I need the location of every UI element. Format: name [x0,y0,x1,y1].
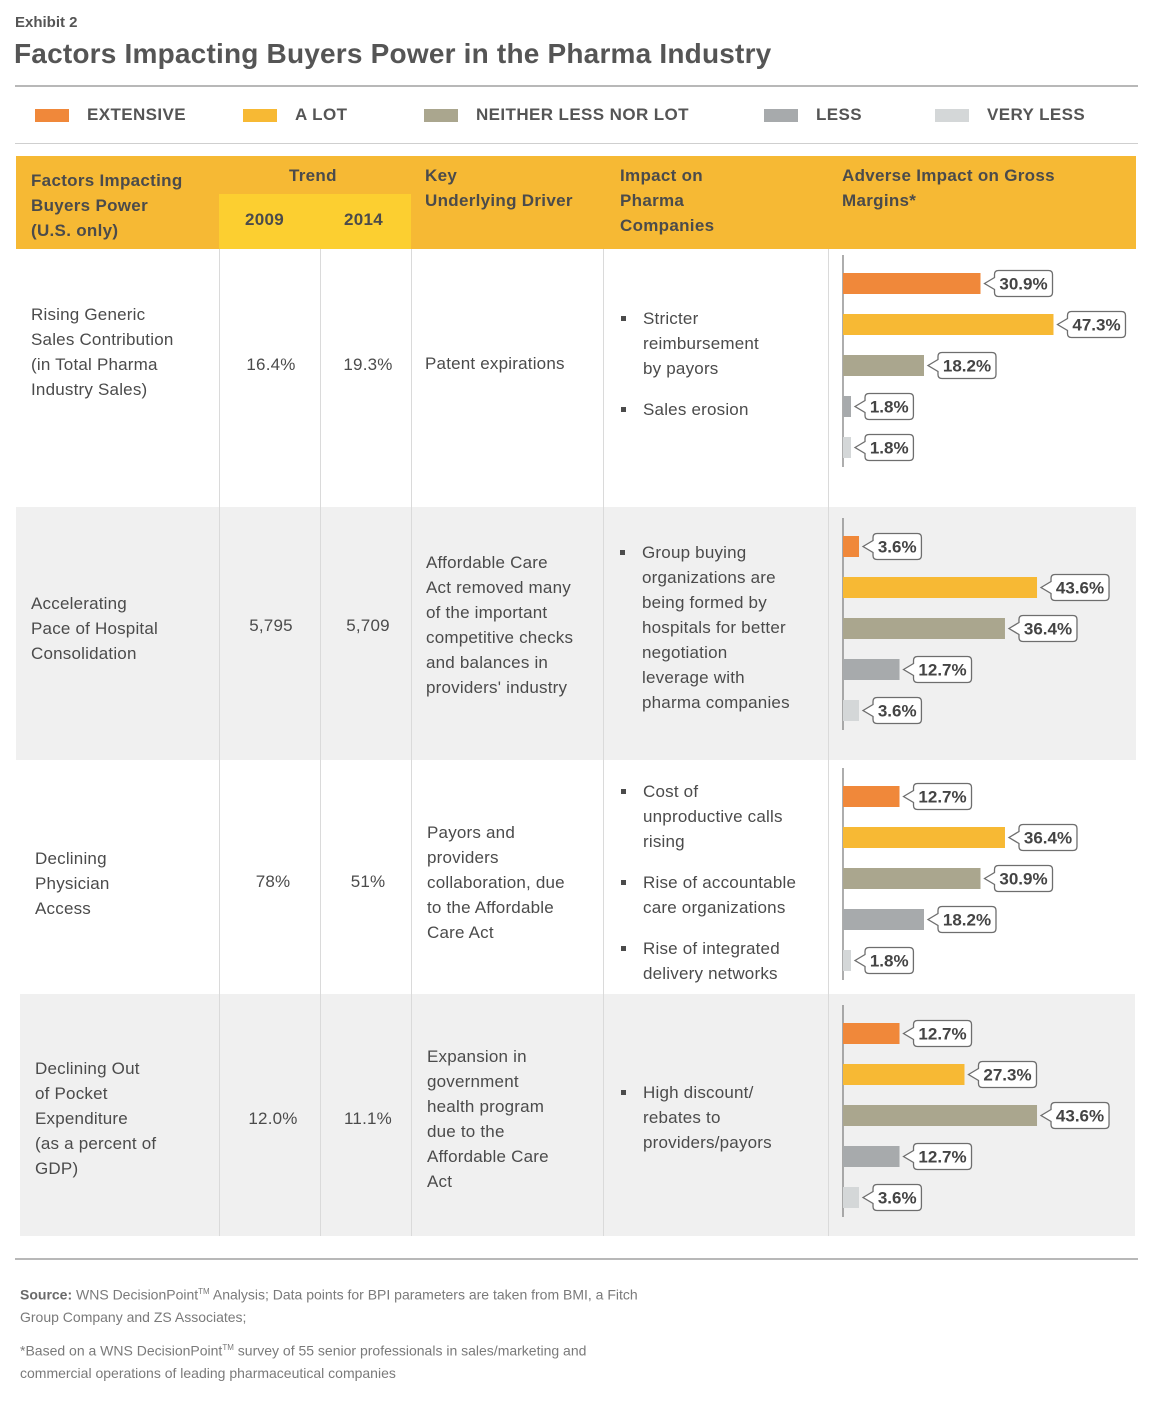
factor-text: (in Total Pharma [31,355,158,374]
bar [843,1064,964,1085]
impact-text: Rise of integrated [643,939,780,958]
value-2009: 5,795 [249,616,293,635]
impact-text: Group buying [642,543,747,562]
bar [843,1023,900,1044]
impact-bullet [621,779,796,854]
value-2014: 51% [350,872,386,891]
data-label: 43.6% [1055,578,1105,598]
impact-text: by payors [643,359,719,378]
header-impact [620,163,714,238]
impact-text: reimbursement [643,334,759,353]
data-label: 12.7% [918,1024,967,1044]
impact-text: care organizations [643,898,786,917]
driver-cell [427,820,565,945]
impact-text: Sales erosion [643,400,749,419]
impact-text: rebates to [643,1108,721,1127]
bar [843,909,924,930]
impact-text: providers/payors [643,1133,772,1152]
data-label: 3.6% [877,537,917,557]
header-text: Buyers Power [31,196,148,215]
data-label: 27.3% [983,1065,1032,1085]
factor-text: Pace of Hospital [31,619,158,638]
legend-swatch-extensive [35,109,69,122]
factor-cell [31,591,158,666]
factor-text: Declining Out [35,1059,140,1078]
impact-text: High discount/ [643,1083,754,1102]
impact-text: Rise of accountable [643,873,797,892]
factor-text: Accelerating [31,594,127,613]
column-divider [411,249,412,1236]
impact-text: pharma companies [642,693,790,712]
driver-text: health program [427,1097,545,1116]
bar-chart-hospital-consolidation [830,518,1140,738]
bar [843,827,1005,848]
impact-bullet [621,306,759,381]
value-2009: 16.4% [246,355,296,374]
driver-text: Affordable Care [427,1147,549,1166]
footnote [20,1337,586,1384]
bar [843,786,900,807]
value-2014: 5,709 [346,616,390,635]
bar [843,355,924,376]
impact-text: organizations are [642,568,776,587]
driver-text: and balances in [426,653,549,672]
legend-swatch-very-less [935,109,969,122]
data-label: 1.8% [869,438,909,458]
value-2009: 12.0% [248,1109,298,1128]
bar-chart-rising-generic [830,255,1140,475]
impact-text: leverage with [642,668,745,687]
data-label: 3.6% [877,701,917,721]
header-text: (U.S. only) [31,221,119,240]
bar-chart-physician-access [830,768,1140,988]
factor-cell [35,846,110,921]
impact-text: negotiation [642,643,728,662]
header-year-2009: 2009 [245,210,285,229]
bar [843,618,1005,639]
legend-label: LESS [816,105,863,124]
bottom-divider [15,1258,1138,1260]
value-2014: 19.3% [343,355,393,374]
page-title: Factors Impacting Buyers Power in the Pharma Industry [14,38,772,69]
bar [843,536,859,557]
factor-text: Sales Contribution [31,330,174,349]
bar [843,659,900,680]
factor-text: GDP) [35,1159,79,1178]
legend-label: NEITHER LESS NOR LOT [476,105,689,124]
legend-divider [15,143,1138,144]
header-trend: Trend [289,166,337,185]
factor-text: of Pocket [35,1084,108,1103]
impact-text: rising [643,832,685,851]
factor-text: Industry Sales) [31,380,148,399]
header-factors [31,168,183,243]
impact-bullet [621,397,759,422]
header-adverse [842,163,1055,213]
factor-text: Access [35,899,91,918]
legend-item-less [764,105,862,125]
bar [843,950,851,971]
driver-text: competitive checks [426,628,574,647]
data-label: 36.4% [1023,828,1073,848]
driver-text: providers' industry [426,678,568,697]
trademark: TM [222,1343,234,1352]
trademark: TM [198,1287,210,1296]
column-divider [828,249,829,1236]
header-text: Factors Impacting [31,171,183,190]
bar [843,868,981,889]
column-divider [603,249,604,1236]
legend-item-neither [424,105,689,125]
impact-bullet [621,936,796,986]
impact-bullet [621,1080,772,1155]
driver-text: Expansion in [427,1047,527,1066]
header-text: Impact on [620,166,703,185]
bar [843,1105,1037,1126]
impact-cell [621,1080,772,1155]
header-year-2014: 2014 [344,210,384,229]
factor-text: Declining [35,849,107,868]
bar [843,437,851,458]
driver-text: collaboration, due [427,873,565,892]
bar-chart-out-of-pocket [830,1005,1140,1225]
factor-cell [35,1056,156,1181]
legend-item-a-lot [243,105,347,125]
driver-text: Payors and [427,823,515,842]
factor-text: Expenditure [35,1109,128,1128]
header-text: Margins* [842,191,917,210]
bar [843,700,859,721]
header-text: Companies [620,216,715,235]
value-2009: 78% [255,872,291,891]
footnote-text: survey of 55 senior professionals in sales/marketing and [237,1342,587,1359]
bar [843,273,981,294]
legend-swatch-a-lot [243,109,277,122]
impact-text: hospitals for better [642,618,786,637]
footnote-text: *Based on a WNS DecisionPoint [20,1342,223,1359]
data-label: 18.2% [942,356,992,376]
data-label: 30.9% [999,274,1048,294]
driver-text: Act removed many [426,578,571,597]
driver-text: providers [427,848,499,867]
driver-text: of the important [426,603,548,622]
data-label: 12.7% [918,1147,967,1167]
data-label: 1.8% [869,397,909,417]
impact-cell [621,779,796,986]
driver-text: to the Affordable [427,898,554,917]
source-label: Source: [20,1286,73,1303]
driver-text: Care Act [427,923,494,942]
legend [0,105,1150,129]
legend-label: VERY LESS [987,105,1086,124]
impact-cell [620,540,790,715]
header-text: Pharma [620,191,685,210]
legend-label: EXTENSIVE [87,105,187,124]
data-label: 1.8% [869,951,909,971]
factor-text: (as a percent of [35,1134,157,1153]
impact-text: Cost of [643,782,699,801]
impact-text: unproductive calls [643,807,783,826]
factor-text: Consolidation [31,644,137,663]
bar [843,1146,900,1167]
data-label: 30.9% [999,869,1048,889]
data-label: 18.2% [942,910,992,930]
driver-text: Patent expirations [425,354,565,373]
header-driver [425,163,573,213]
top-divider [15,85,1138,87]
driver-cell [427,1044,549,1194]
driver-cell [426,550,573,700]
header-text: Key [425,166,458,185]
column-divider [320,249,321,1236]
value-2014: 11.1% [344,1109,392,1128]
data-label: 43.6% [1055,1106,1105,1126]
legend-swatch-less [764,109,798,122]
header-text: Underlying Driver [425,191,573,210]
impact-bullet [620,540,790,715]
source-text: Analysis; Data points for BPI parameters are taken from BMI, a Fitch [212,1286,638,1303]
data-label: 12.7% [918,787,967,807]
header-text: Adverse Impact on Gross [842,166,1055,185]
exhibit-label: Exhibit 2 [15,14,78,31]
footnote-text: commercial operations of leading pharmaceutical companies [20,1364,396,1381]
driver-text: government [427,1072,519,1091]
factor-text: Physician [35,874,110,893]
legend-label: A LOT [295,105,348,124]
data-label: 47.3% [1072,315,1121,335]
bar [843,314,1053,335]
factor-text: Rising Generic [31,305,146,324]
bar [843,577,1037,598]
data-label: 12.7% [918,660,967,680]
table-header [16,156,1136,249]
source-text: WNS DecisionPoint [76,1286,199,1303]
data-label: 36.4% [1023,619,1073,639]
data-label: 3.6% [877,1188,917,1208]
driver-text: Affordable Care [426,553,548,572]
legend-swatch-neither [424,109,458,122]
bar [843,396,851,417]
impact-text: delivery networks [643,964,778,983]
impact-text: being formed by [642,593,767,612]
source-note [20,1281,638,1328]
impact-text: Stricter [643,309,699,328]
legend-item-extensive [35,105,186,125]
source-text: Group Company and ZS Associates; [20,1308,247,1325]
bar [843,1187,859,1208]
impact-cell [621,306,759,422]
driver-cell [425,351,565,376]
legend-item-very-less [935,105,1085,125]
driver-text: due to the [427,1122,505,1141]
factor-cell [31,302,174,402]
driver-text: Act [427,1172,453,1191]
column-divider [219,249,220,1236]
impact-bullet [621,870,796,920]
